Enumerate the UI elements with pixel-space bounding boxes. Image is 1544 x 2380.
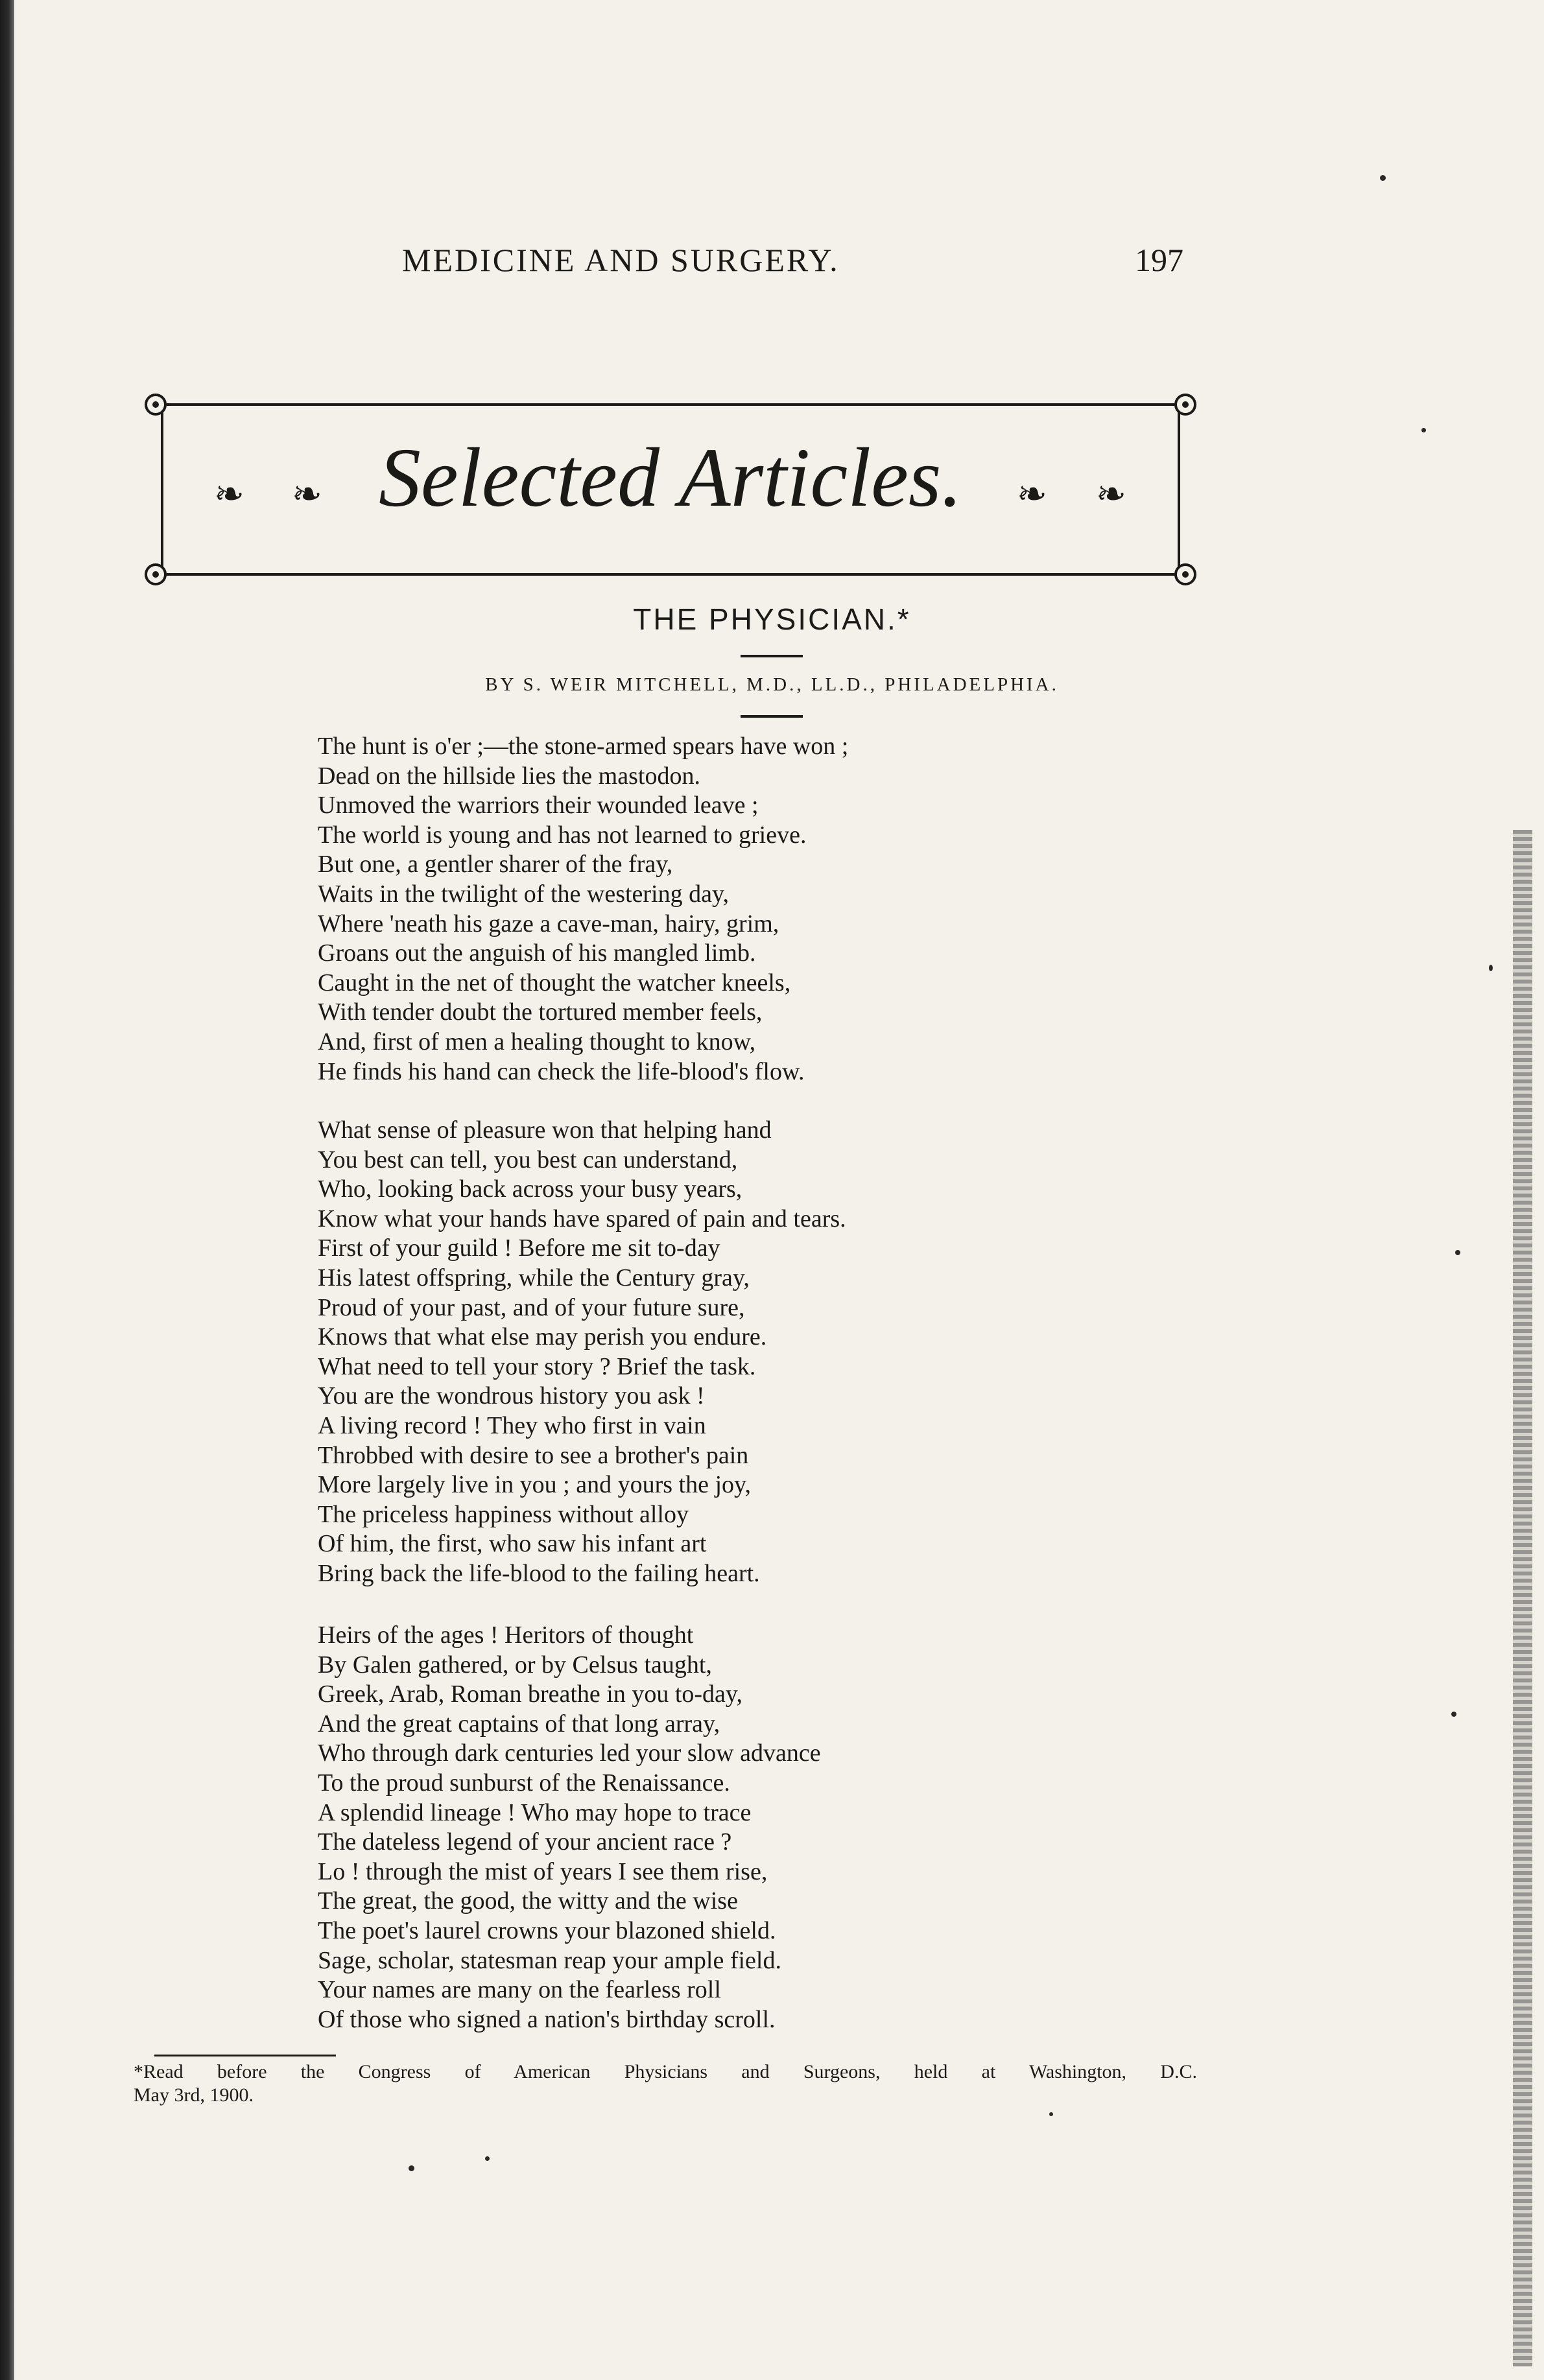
poem-line: Knows that what else may perish you endure. xyxy=(318,1323,767,1351)
poem-line: But one, a gentler sharer of the fray, xyxy=(318,851,673,878)
poem-line: Where 'neath his gaze a cave-man, hairy, grim, xyxy=(318,910,779,937)
footnote-line: May 3rd, 1900. xyxy=(134,2084,254,2106)
scan-speck xyxy=(1455,1250,1460,1255)
poem-stanza-2 xyxy=(318,1116,846,1589)
byline-divider-rule xyxy=(741,715,803,718)
poem-line: Your names are many on the fearless roll xyxy=(318,1976,721,2004)
article-byline: BY S. WEIR MITCHELL, M.D., LL.D., PHILADELPHIA. xyxy=(485,674,1059,695)
footnote xyxy=(134,2060,1197,2107)
poem-line: The great, the good, the witty and the wise xyxy=(318,1887,738,1915)
poem-line: Waits in the twilight of the westering day, xyxy=(318,880,730,908)
poem-line: And the great captains of that long array, xyxy=(318,1710,720,1738)
leaf-ornament-icon: ❧ xyxy=(1017,475,1047,515)
section-banner-title: Selected Articles. xyxy=(378,431,963,524)
banner-corner-ornament xyxy=(145,394,167,416)
poem-line: Who, looking back across your busy years, xyxy=(318,1175,742,1203)
poem-line: Proud of your past, and of your future sure, xyxy=(318,1293,745,1321)
running-head-title: MEDICINE AND SURGERY. xyxy=(402,242,840,278)
scan-speck xyxy=(485,2156,490,2161)
poem-line: You are the wondrous history you ask ! xyxy=(318,1382,705,1410)
poem-line: What need to tell your story ? Brief the task. xyxy=(318,1352,756,1380)
banner-corner-ornament xyxy=(1174,563,1196,585)
section-banner xyxy=(154,403,1187,576)
article-title: THE PHYSICIAN.* xyxy=(633,602,911,636)
poem-stanza-3 xyxy=(318,1621,821,2034)
banner-corner-ornament xyxy=(1174,394,1196,416)
scan-speck xyxy=(1049,2112,1053,2116)
poem-line: First of your guild ! Before me sit to-day xyxy=(318,1234,720,1262)
poem-line: Throbbed with desire to see a brother's pain xyxy=(318,1441,749,1469)
poem-line: To the proud sunburst of the Renaissance. xyxy=(318,1769,730,1797)
poem-line: He finds his hand can check the life-blood's flow. xyxy=(318,1057,805,1085)
poem-line: The poet's laurel crowns your blazoned shield. xyxy=(318,1916,776,1944)
scan-speck xyxy=(1380,175,1386,181)
poem-line: You best can tell, you best can understand, xyxy=(318,1146,738,1173)
poem-line: Groans out the anguish of his mangled limb. xyxy=(318,939,756,967)
poem-line: A splendid lineage ! Who may hope to trace xyxy=(318,1798,752,1826)
poem-line: More largely live in you ; and yours the joy, xyxy=(318,1471,752,1499)
leaf-ornament-icon: ❧ xyxy=(214,475,244,515)
poem-line: Of him, the first, who saw his infant art xyxy=(318,1530,707,1558)
poem-line: Sage, scholar, statesman reap your ample field. xyxy=(318,1946,781,1974)
poem-line: Unmoved the warriors their wounded leave ; xyxy=(318,792,759,819)
page-number: 197 xyxy=(1135,242,1183,278)
poem-line: Of those who signed a nation's birthday scroll. xyxy=(318,2005,776,2033)
poem-line: Know what your hands have spared of pain and tears. xyxy=(318,1205,846,1232)
poem-line: Dead on the hillside lies the mastodon. xyxy=(318,762,700,790)
poem-line: Who through dark centuries led your slow advance xyxy=(318,1739,821,1767)
banner-top-rule xyxy=(154,403,1187,406)
scan-speck xyxy=(409,2165,414,2171)
page-binding-edge xyxy=(0,0,14,2380)
footnote-rule xyxy=(154,2055,336,2056)
banner-bottom-rule xyxy=(154,573,1187,576)
poem-line: The world is young and has not learned to grieve. xyxy=(318,821,807,849)
leaf-ornament-icon: ❧ xyxy=(292,475,322,515)
poem-line: With tender doubt the tortured member feels, xyxy=(318,998,763,1026)
title-divider-rule xyxy=(741,655,803,657)
page-right-edge-shadow xyxy=(1513,830,1532,2366)
poem-line: By Galen gathered, or by Celsus taught, xyxy=(318,1651,712,1679)
poem-line: Bring back the life-blood to the failing heart. xyxy=(318,1559,760,1587)
poem-line: The priceless happiness without alloy xyxy=(318,1500,689,1528)
leaf-ornament-icon: ❧ xyxy=(1096,475,1126,515)
poem-line: Heirs of the ages ! Heritors of thought xyxy=(318,1621,694,1649)
poem-line: What sense of pleasure won that helping hand xyxy=(318,1116,772,1144)
poem-line: Lo ! through the mist of years I see them rise, xyxy=(318,1857,768,1885)
scan-speck xyxy=(1489,965,1493,971)
poem-line: His latest offspring, while the Century gray, xyxy=(318,1264,750,1291)
poem-line: Greek, Arab, Roman breathe in you to-day, xyxy=(318,1680,742,1708)
footnote-line: *Read before the Congress of American Physicians and Surgeons, held at Washington, D.C. xyxy=(134,2061,1197,2082)
scan-speck xyxy=(1451,1712,1456,1717)
poem-stanza-1 xyxy=(318,732,848,1087)
poem-line: The dateless legend of your ancient race ? xyxy=(318,1828,732,1856)
poem-line: Caught in the net of thought the watcher kneels, xyxy=(318,969,791,996)
scan-speck xyxy=(1421,428,1426,432)
banner-corner-ornament xyxy=(145,563,167,585)
poem-line: A living record ! They who first in vain xyxy=(318,1411,706,1439)
poem-line: The hunt is o'er ;—the stone-armed spears have won ; xyxy=(318,733,849,760)
poem-line: And, first of men a healing thought to know, xyxy=(318,1028,756,1055)
